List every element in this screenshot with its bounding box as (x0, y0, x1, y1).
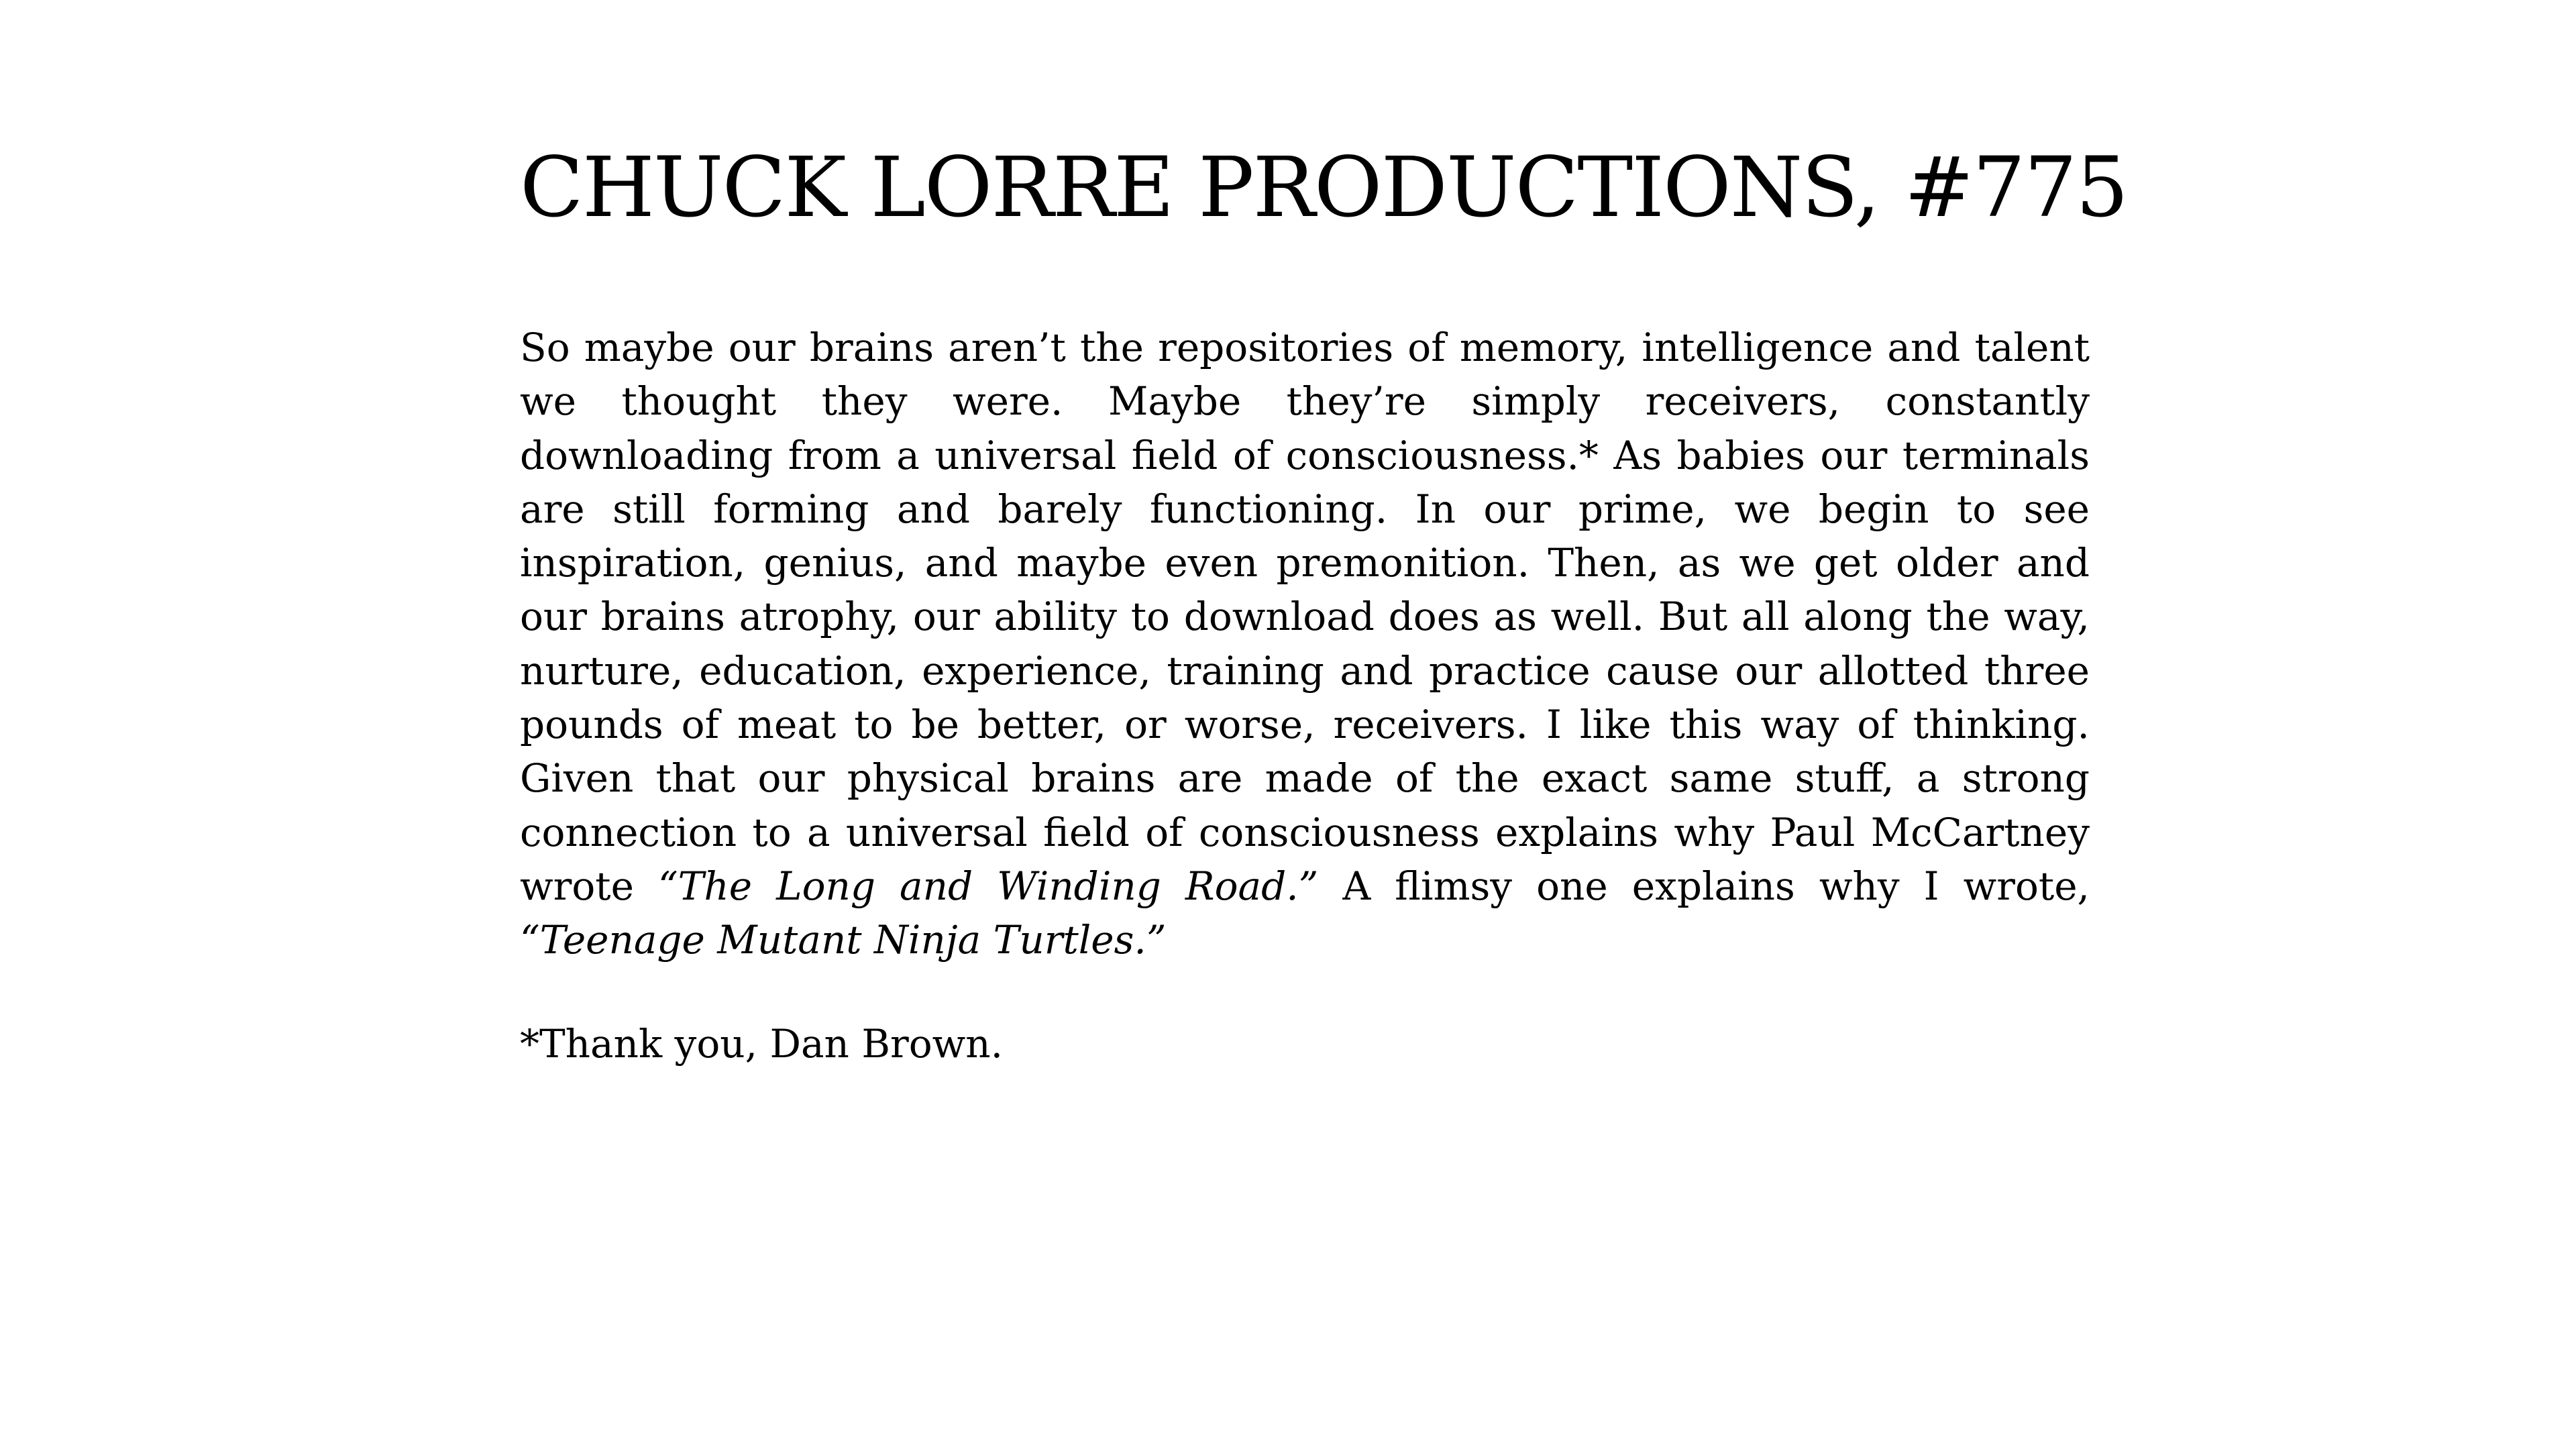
vanity-card (520, 127, 2128, 1071)
song-title: “The Long and Winding Road.” (658, 863, 1319, 909)
show-title: “Teenage Mutant Ninja Turtles.” (520, 917, 1167, 963)
body-paragraph (520, 321, 2090, 967)
page-title: CHUCK LORRE PRODUCTIONS, #775 (520, 140, 2128, 236)
footnote: *Thank you, Dan Brown. (520, 1020, 1004, 1067)
body-text-part-1: So maybe our brains aren’t the repositories of memory, intelligence and talent we thought they were. Maybe they’re simply receivers, constantly downloading from a universal field of consciousness.* As babies our terminals are still forming and barely functioning. In our prime, we begin to see inspiration, genius, and maybe even premonition. Then, as we get older and our brains atrophy, our ability to download does as well. But all along the way, nurture, education, experience, training and practice cause our allotted three pounds of meat to be better, or worse, receivers. I like this way of thinking. Given that our physical brains are made of the exact same stuff, a strong connection to a universal field of consciousness explains why Paul McCartney wrote (520, 325, 2090, 909)
body-text-part-2: A flimsy one explains why I wrote, (1318, 863, 2090, 909)
